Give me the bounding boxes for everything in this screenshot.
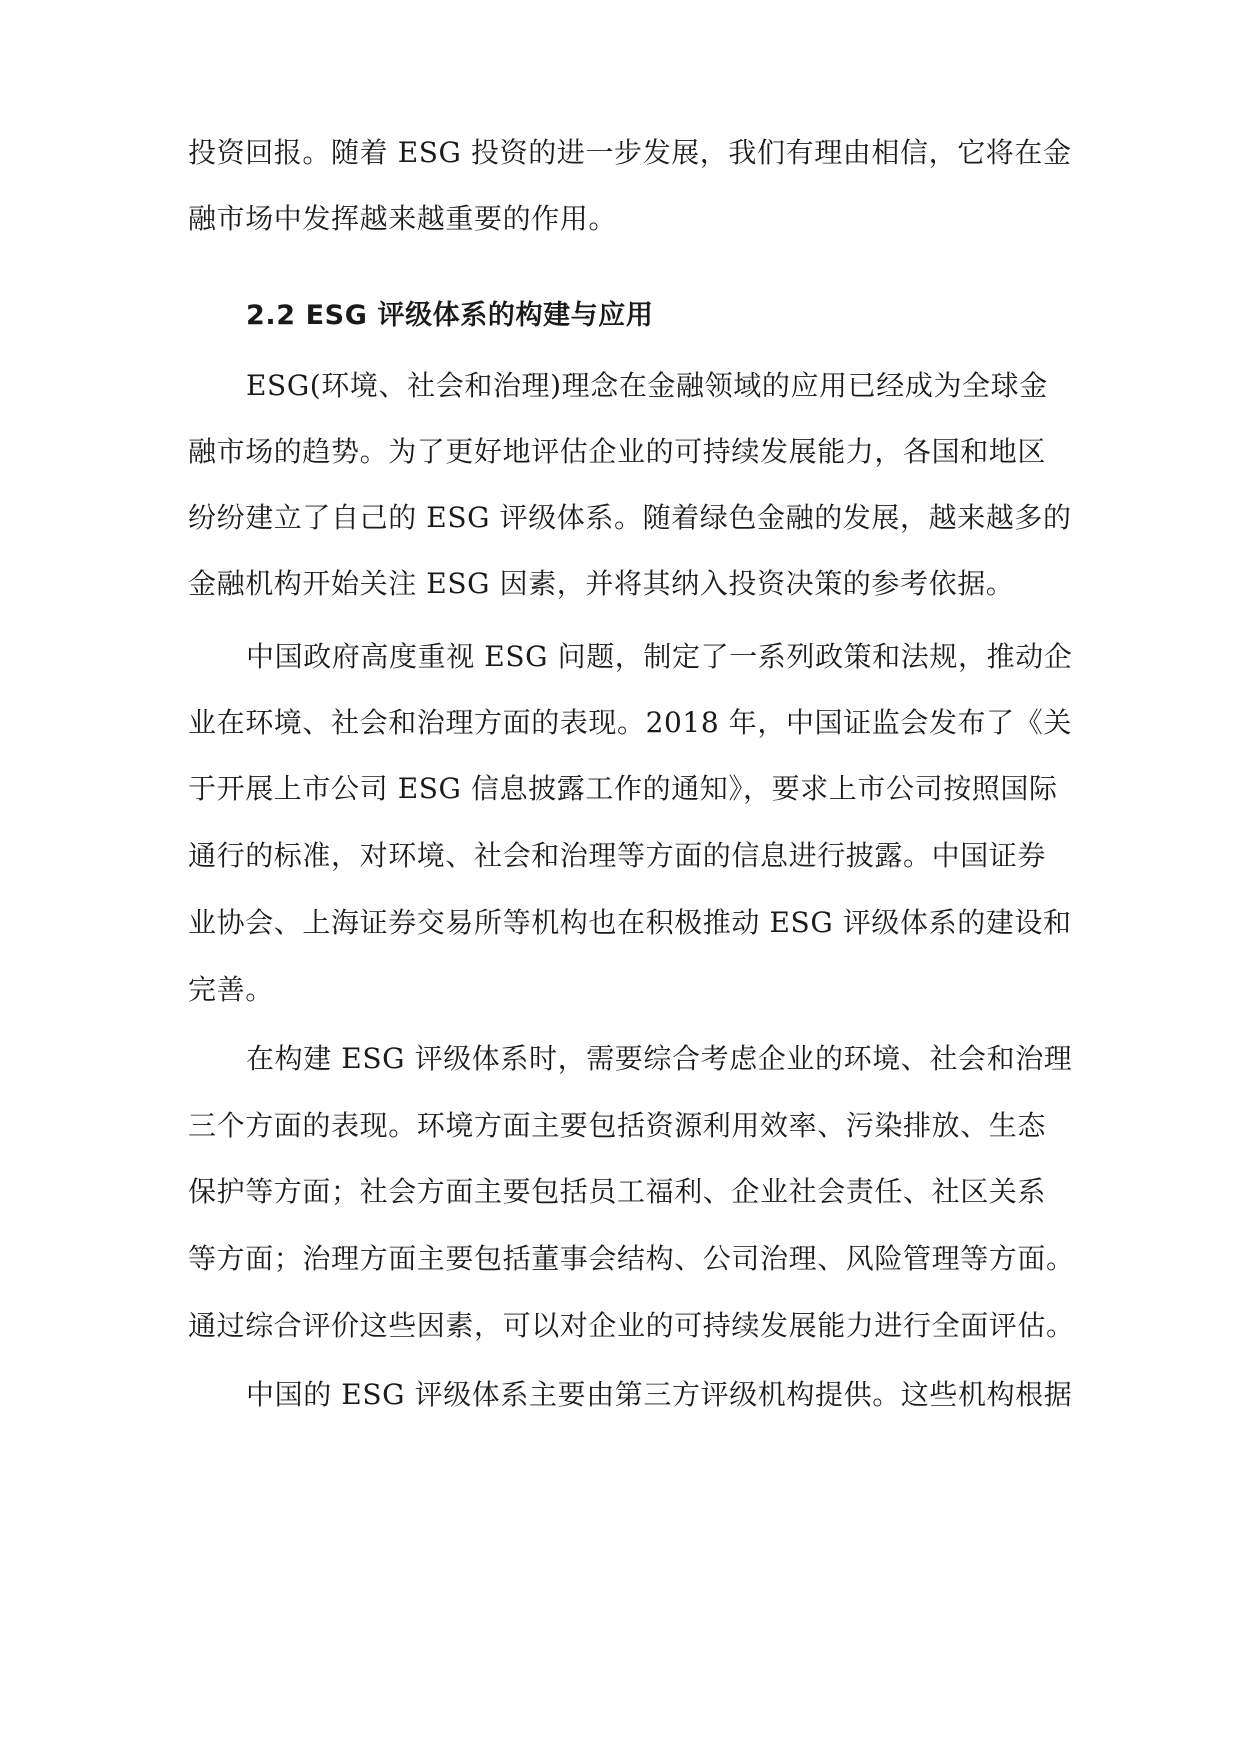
text-line: 中国的 ESG 评级体系主要由第三方评级机构提供。这些机构根据: [246, 1378, 1073, 1411]
section-heading: 2.2 ESG 评级体系的构建与应用: [246, 300, 654, 331]
text-line: 通过综合评价这些因素，可以对企业的可持续发展能力进行全面评估。: [188, 1309, 1075, 1342]
text-line: 完善。: [188, 973, 274, 1006]
text-line: 等方面；治理方面主要包括董事会结构、公司治理、风险管理等方面。: [188, 1242, 1075, 1275]
text-line: ESG(环境、社会和治理)理念在金融领域的应用已经成为全球金: [246, 369, 1048, 402]
text-line: 保护等方面；社会方面主要包括员工福利、企业社会责任、社区关系: [188, 1175, 1047, 1208]
text-line: 于开展上市公司 ESG 信息披露工作的通知》，要求上市公司按照国际: [188, 772, 1058, 805]
text-line: 业在环境、社会和治理方面的表现。2018 年，中国证监会发布了《关: [188, 706, 1072, 739]
text-line: 融市场的趋势。为了更好地评估企业的可持续发展能力，各国和地区: [188, 435, 1047, 468]
text-line: 业协会、上海证券交易所等机构也在积极推动 ESG 评级体系的建设和: [188, 906, 1072, 939]
text-line: 投资回报。随着 ESG 投资的进一步发展，我们有理由相信，它将在金: [188, 136, 1072, 169]
text-line: 在构建 ESG 评级体系时，需要综合考虑企业的环境、社会和治理: [246, 1042, 1073, 1075]
text-line: 融市场中发挥越来越重要的作用。: [188, 202, 618, 235]
text-line: 三个方面的表现。环境方面主要包括资源利用效率、污染排放、生态: [188, 1109, 1047, 1142]
text-line: 中国政府高度重视 ESG 问题，制定了一系列政策和法规，推动企: [246, 640, 1073, 673]
text-line: 纷纷建立了自己的 ESG 评级体系。随着绿色金融的发展，越来越多的: [188, 501, 1072, 534]
text-line: 通行的标准，对环境、社会和治理等方面的信息进行披露。中国证券: [188, 839, 1047, 872]
text-line: 金融机构开始关注 ESG 因素，并将其纳入投资决策的参考依据。: [188, 567, 1015, 600]
